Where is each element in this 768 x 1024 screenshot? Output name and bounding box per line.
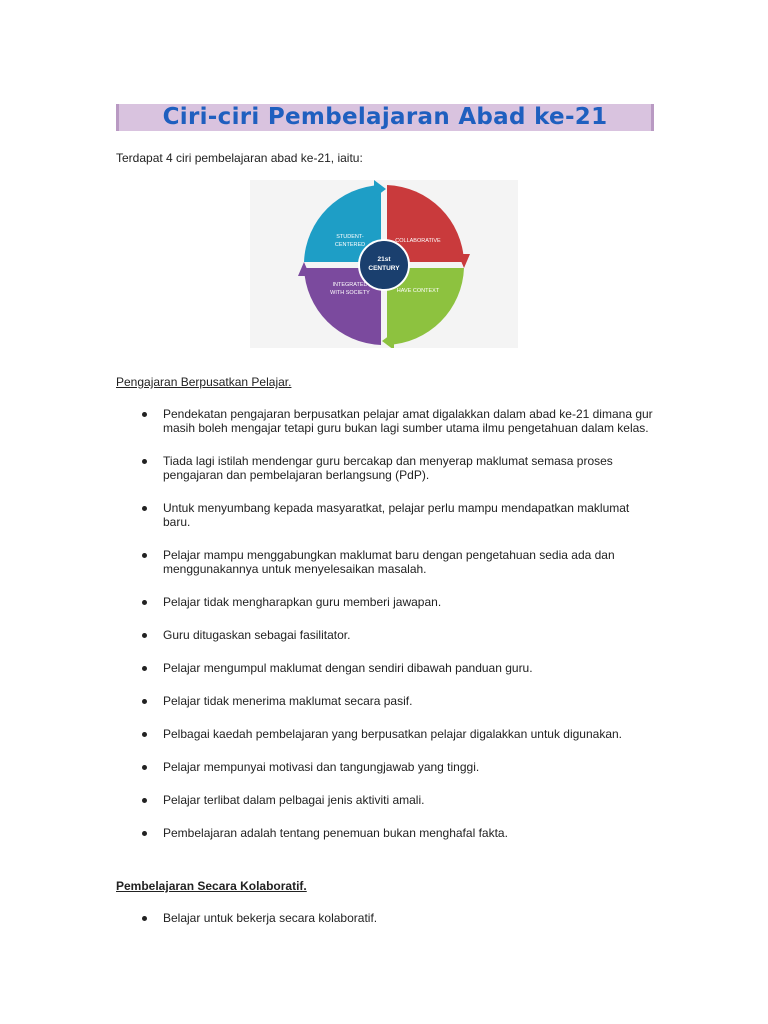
title-banner <box>116 104 654 131</box>
bullet-icon <box>142 916 147 921</box>
quadrant-label-student-line2: CENTERED <box>334 242 366 248</box>
list-item-text: Pelajar mampu menggabungkan maklumat baru dengan pengetahuan sedia ada dan menggunakannya untuk menyelesaikan masalah. <box>163 548 615 576</box>
bullet-icon <box>142 600 147 605</box>
center-label-line1: 21st <box>377 256 391 263</box>
quadrant-label-student-line1: STUDENT- <box>336 234 364 240</box>
list-item <box>116 628 656 642</box>
list-item-text: Untuk menyumbang kepada masyaratkat, pelajar perlu mampu mendapatkan maklumat baru. <box>163 501 630 529</box>
student-centered-list <box>116 407 656 859</box>
list-item-text: Tiada lagi istilah mendengar guru bercakap dan menyerap maklumat semasa proses pengajaran dan pembelajaran berlangsung (PdP). <box>163 454 613 482</box>
list-item-text: Pelajar tidak menerima maklumat secara pasif. <box>163 694 413 708</box>
list-item-text: Guru ditugaskan sebagai fasilitator. <box>163 628 351 642</box>
list-item <box>116 407 656 435</box>
list-item-text: Pembelajaran adalah tentang penemuan bukan menghafal fakta. <box>163 826 508 840</box>
list-item-text: Pelajar mengumpul maklumat dengan sendiri dibawah panduan guru. <box>163 661 533 675</box>
list-item-text: Pelbagai kaedah pembelajaran yang berpusatkan pelajar digalakkan untuk digunakan. <box>163 727 622 741</box>
bullet-icon <box>142 506 147 511</box>
bullet-icon <box>142 459 147 464</box>
bullet-icon <box>142 633 147 638</box>
intro-text: Terdapat 4 ciri pembelajaran abad ke-21, iaitu: <box>116 151 363 165</box>
collaborative-list <box>116 911 656 944</box>
section-heading-student-centered: Pengajaran Berpusatkan Pelajar. <box>116 375 292 389</box>
list-item-text: Pendekatan pengajaran berpusatkan pelajar amat digalakkan dalam abad ke-21 dimana gur masih boleh mengajar tetapi guru bukan lagi sumber utama ilmu pengetahuan dalam kelas. <box>163 407 653 435</box>
list-item <box>116 911 656 925</box>
quadrant-label-collaborative: COLLABORATIVE <box>395 238 441 244</box>
list-item <box>116 661 656 675</box>
quadrant-label-integrated-line1: INTEGRATED <box>332 282 368 288</box>
list-item <box>116 501 656 529</box>
quadrant-label-integrated-line2: WITH SOCIETY <box>330 290 370 296</box>
list-item <box>116 694 656 708</box>
page-title: Ciri-ciri Pembelajaran Abad ke-21 <box>162 104 608 130</box>
list-item <box>116 595 656 609</box>
bullet-icon <box>142 732 147 737</box>
list-item <box>116 727 656 741</box>
bullet-icon <box>142 765 147 770</box>
list-item-text: Belajar untuk bekerja secara kolaboratif. <box>163 911 378 925</box>
center-label-line2: CENTURY <box>368 265 400 272</box>
list-item <box>116 793 656 807</box>
bullet-icon <box>142 412 147 417</box>
list-item-text: Pelajar terlibat dalam pelbagai jenis aktiviti amali. <box>163 793 425 807</box>
list-item <box>116 454 656 482</box>
bullet-icon <box>142 831 147 836</box>
bullet-icon <box>142 666 147 671</box>
bullet-icon <box>142 553 147 558</box>
section-heading-collaborative: Pembelajaran Secara Kolaboratif. <box>116 879 307 893</box>
list-item <box>116 760 656 774</box>
quadrant-label-have-context: HAVE CONTEXT <box>396 288 440 294</box>
list-item <box>116 548 656 576</box>
diagram-svg <box>250 180 518 348</box>
21st-century-diagram <box>250 180 518 348</box>
list-item-text: Pelajar mempunyai motivasi dan tangungjawab yang tinggi. <box>163 760 480 774</box>
list-item-text: Pelajar tidak mengharapkan guru memberi jawapan. <box>163 595 442 609</box>
bullet-icon <box>142 699 147 704</box>
list-item <box>116 826 656 840</box>
bullet-icon <box>142 798 147 803</box>
